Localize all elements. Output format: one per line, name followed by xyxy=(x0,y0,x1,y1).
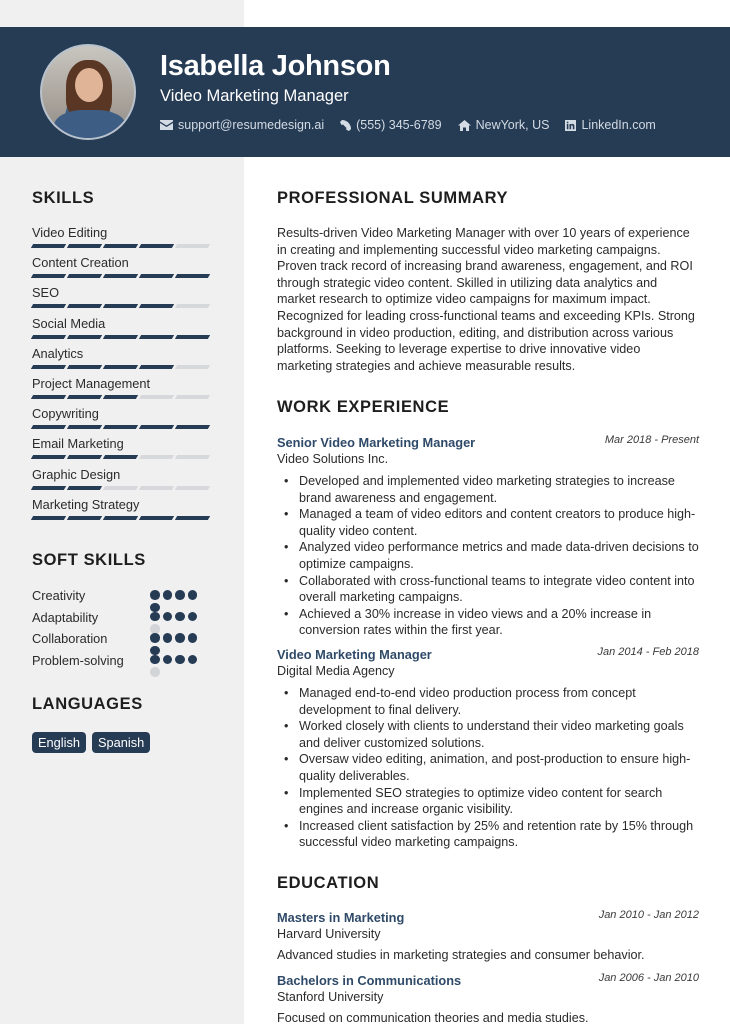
skill-level-segment xyxy=(31,486,66,490)
school-name: Harvard University xyxy=(277,927,381,941)
skill-level-bar xyxy=(32,274,212,278)
job-bullet: • Managed end-to-end video production process from concept development to final delivery. xyxy=(277,685,699,718)
rating-dot xyxy=(188,612,198,622)
rating-dot xyxy=(175,590,185,600)
skill-item xyxy=(32,466,212,496)
skill-name: SEO xyxy=(32,285,60,301)
skill-level-bar xyxy=(32,335,212,339)
soft-skills-list xyxy=(32,587,212,673)
rating-dot xyxy=(163,612,173,622)
contact-linkedin-text: LinkedIn.com xyxy=(581,118,656,132)
skill-level-segment xyxy=(103,486,138,490)
skill-level-segment xyxy=(175,486,210,490)
summary-text: Results-driven Video Marketing Manager with over 10 years of experience in creating and implementing successful video marketing campaigns. Proven track record of increasing brand awareness, engagement, and ROI through strategic video content. Skilled in utilizing data analytics and market research to optimize video campaigns for maximum impact. Recognized for leading cross-functional teams and exceeding KPIs. Strong background in video production, editing, and distribution across various platforms. Seeking to leverage expertise to drive innovative video marketing strategies and achieve measurable results. xyxy=(277,226,695,373)
soft-skill-rating xyxy=(150,655,200,677)
rating-dot xyxy=(150,667,160,677)
rating-dot xyxy=(188,590,198,600)
skill-level-segment xyxy=(31,274,66,278)
skill-level-segment xyxy=(67,516,102,520)
job-bullet: • Worked closely with clients to understand their video marketing goals and deliver customized solutions. xyxy=(277,718,699,751)
skill-level-segment xyxy=(139,304,174,308)
skill-level-segment xyxy=(175,274,210,278)
rating-dot xyxy=(150,633,160,643)
skill-level-bar xyxy=(32,486,212,490)
skill-level-segment xyxy=(103,274,138,278)
language-badge: English xyxy=(32,732,86,753)
contact-phone-text: (555) 345-6789 xyxy=(356,118,442,132)
job-bullet: • Managed a team of video editors and content creators to produce high-quality video content. xyxy=(277,506,699,539)
skill-level-segment xyxy=(103,425,138,429)
rating-dot xyxy=(163,655,173,665)
skill-level-segment xyxy=(139,244,174,248)
skill-level-segment xyxy=(139,274,174,278)
skill-name: Project Management xyxy=(32,375,151,391)
soft-skill-name: Adaptability xyxy=(32,609,99,625)
job-bullets xyxy=(277,685,699,851)
job-company: Video Solutions Inc. xyxy=(277,452,389,466)
skill-name: Video Editing xyxy=(32,225,108,240)
contact-list xyxy=(160,118,656,132)
job-date: Jan 2014 - Feb 2018 xyxy=(597,646,699,658)
skill-level-segment xyxy=(175,335,210,339)
skill-level-segment xyxy=(67,455,102,459)
rating-dot xyxy=(175,612,185,622)
skill-level-bar xyxy=(32,395,212,399)
job-bullet: • Achieved a 30% increase in video views and a 20% increase in conversion rates within the first year. xyxy=(277,606,699,639)
skill-level-segment xyxy=(139,335,174,339)
photo-face xyxy=(75,68,103,102)
skill-level-segment xyxy=(175,516,210,520)
skill-level-segment xyxy=(139,455,174,459)
skill-item xyxy=(32,224,212,254)
skills-heading: SKILLS xyxy=(32,189,95,207)
skill-level-segment xyxy=(31,395,66,399)
soft-skills-heading: SOFT SKILLS xyxy=(32,551,146,569)
skill-name: Copywriting xyxy=(32,406,99,422)
soft-skill-item xyxy=(32,630,212,652)
skill-level-segment xyxy=(31,516,66,520)
job-bullets xyxy=(277,473,699,639)
skill-level-segment xyxy=(103,455,138,459)
rating-dot xyxy=(150,655,160,665)
rating-dot xyxy=(150,612,160,622)
skill-level-segment xyxy=(103,244,138,248)
soft-skill-item xyxy=(32,652,212,674)
skill-level-bar xyxy=(32,455,212,459)
skill-level-segment xyxy=(175,425,210,429)
skill-item xyxy=(32,435,212,465)
soft-skill-item xyxy=(32,609,212,631)
skill-level-segment xyxy=(31,304,66,308)
skill-name: Social Media xyxy=(32,315,106,331)
skill-level-segment xyxy=(139,365,174,369)
education-description: Focused on communication theories and media studies. xyxy=(277,1011,589,1024)
skill-level-segment xyxy=(67,304,102,308)
candidate-name: Isabella Johnson xyxy=(160,50,391,82)
education-description: Advanced studies in marketing strategies and consumer behavior. xyxy=(277,948,645,962)
languages-list xyxy=(32,732,150,753)
skill-level-segment xyxy=(67,425,102,429)
skill-level-segment xyxy=(67,274,102,278)
education-entry xyxy=(277,972,699,1024)
degree-title: Masters in Marketing xyxy=(277,910,405,925)
skill-level-bar xyxy=(32,304,212,308)
soft-skill-name: Creativity xyxy=(32,588,86,603)
education-entry xyxy=(277,909,699,964)
skill-name: Graphic Design xyxy=(32,466,121,482)
skill-level-segment xyxy=(31,365,66,369)
contact-location-text: NewYork, US xyxy=(475,118,550,132)
contact-linkedin[interactable] xyxy=(565,118,655,132)
soft-skill-item xyxy=(32,587,212,609)
skill-name: Email Marketing xyxy=(32,436,124,452)
skill-level-segment xyxy=(139,395,174,399)
skill-level-segment xyxy=(103,516,138,520)
contact-phone[interactable] xyxy=(340,118,441,132)
linkedin-icon xyxy=(565,120,576,131)
job-bullet: • Collaborated with cross-functional teams to integrate video content into overall marketing campaigns. xyxy=(277,573,699,606)
skill-item xyxy=(32,375,212,405)
job-company: Digital Media Agency xyxy=(277,664,395,678)
skill-level-segment xyxy=(67,365,102,369)
job-entry xyxy=(277,434,699,639)
skill-level-segment xyxy=(103,335,138,339)
rating-dot xyxy=(188,655,198,665)
skill-name: Analytics xyxy=(32,345,84,361)
rating-dot xyxy=(150,590,160,600)
home-icon xyxy=(458,120,471,131)
education-date: Jan 2010 - Jan 2012 xyxy=(598,909,699,921)
skill-level-segment xyxy=(31,335,66,339)
rating-dot xyxy=(188,633,198,643)
rating-dot xyxy=(175,655,185,665)
phone-icon xyxy=(340,120,351,131)
skill-level-segment xyxy=(67,244,102,248)
education-date: Jan 2006 - Jan 2010 xyxy=(598,972,699,984)
skill-level-segment xyxy=(103,365,138,369)
skill-level-segment xyxy=(139,425,174,429)
skill-level-segment xyxy=(31,244,66,248)
candidate-title: Video Marketing Manager xyxy=(160,87,349,105)
rating-dot xyxy=(163,633,173,643)
soft-skill-name: Problem-solving xyxy=(32,652,124,668)
job-bullet: • Oversaw video editing, animation, and post-production to ensure high-quality deliverables. xyxy=(277,751,699,784)
skill-level-segment xyxy=(67,335,102,339)
skill-level-segment xyxy=(31,455,66,459)
skill-level-segment xyxy=(175,395,210,399)
skill-item xyxy=(32,496,212,526)
education-heading: EDUCATION xyxy=(277,874,380,892)
summary-heading: PROFESSIONAL SUMMARY xyxy=(277,189,509,207)
soft-skill-name: Collaboration xyxy=(32,631,108,646)
skill-level-segment xyxy=(175,455,210,459)
skill-level-segment xyxy=(103,304,138,308)
skill-level-bar xyxy=(32,244,212,248)
skill-level-segment xyxy=(67,395,102,399)
rating-dot xyxy=(175,633,185,643)
job-bullet: • Implemented SEO strategies to optimize video content for search engines and increase organic visibility. xyxy=(277,785,699,818)
job-bullet: • Developed and implemented video marketing strategies to increase brand awareness and engagement. xyxy=(277,473,699,506)
skill-level-segment xyxy=(103,395,138,399)
skill-item xyxy=(32,315,212,345)
experience-heading: WORK EXPERIENCE xyxy=(277,398,450,416)
job-bullet: • Increased client satisfaction by 25% and retention rate by 15% through successful video marketing campaigns. xyxy=(277,818,699,851)
skill-item xyxy=(32,284,212,314)
skill-level-segment xyxy=(31,425,66,429)
skill-level-bar xyxy=(32,516,212,520)
skill-level-segment xyxy=(139,486,174,490)
rating-dot xyxy=(163,590,173,600)
skill-level-segment xyxy=(175,244,210,248)
skill-item xyxy=(32,254,212,284)
skill-item xyxy=(32,345,212,375)
skill-name: Content Creation xyxy=(32,255,129,271)
skill-level-bar xyxy=(32,365,212,369)
profile-photo xyxy=(40,44,136,140)
language-badge: Spanish xyxy=(92,732,150,753)
degree-title: Bachelors in Communications xyxy=(277,973,462,988)
contact-email[interactable] xyxy=(160,118,324,132)
skill-level-segment xyxy=(175,365,210,369)
job-title: Video Marketing Manager xyxy=(277,647,432,662)
contact-location[interactable] xyxy=(458,118,550,132)
school-name: Stanford University xyxy=(277,990,384,1004)
skill-name: Marketing Strategy xyxy=(32,496,140,512)
job-entry xyxy=(277,646,699,851)
job-title: Senior Video Marketing Manager xyxy=(277,435,476,450)
languages-heading: LANGUAGES xyxy=(32,695,143,713)
skill-level-segment xyxy=(175,304,210,308)
contact-email-text: support@resumedesign.ai xyxy=(178,118,325,132)
skill-item xyxy=(32,405,212,435)
job-bullet: • Analyzed video performance metrics and made data-driven decisions to optimize campaigns. xyxy=(277,539,699,572)
skill-level-bar xyxy=(32,425,212,429)
photo-body xyxy=(54,110,126,140)
job-date: Mar 2018 - Present xyxy=(604,434,699,446)
envelope-icon xyxy=(160,120,173,130)
skill-level-segment xyxy=(67,486,102,490)
skills-list xyxy=(32,224,212,526)
skill-level-segment xyxy=(139,516,174,520)
